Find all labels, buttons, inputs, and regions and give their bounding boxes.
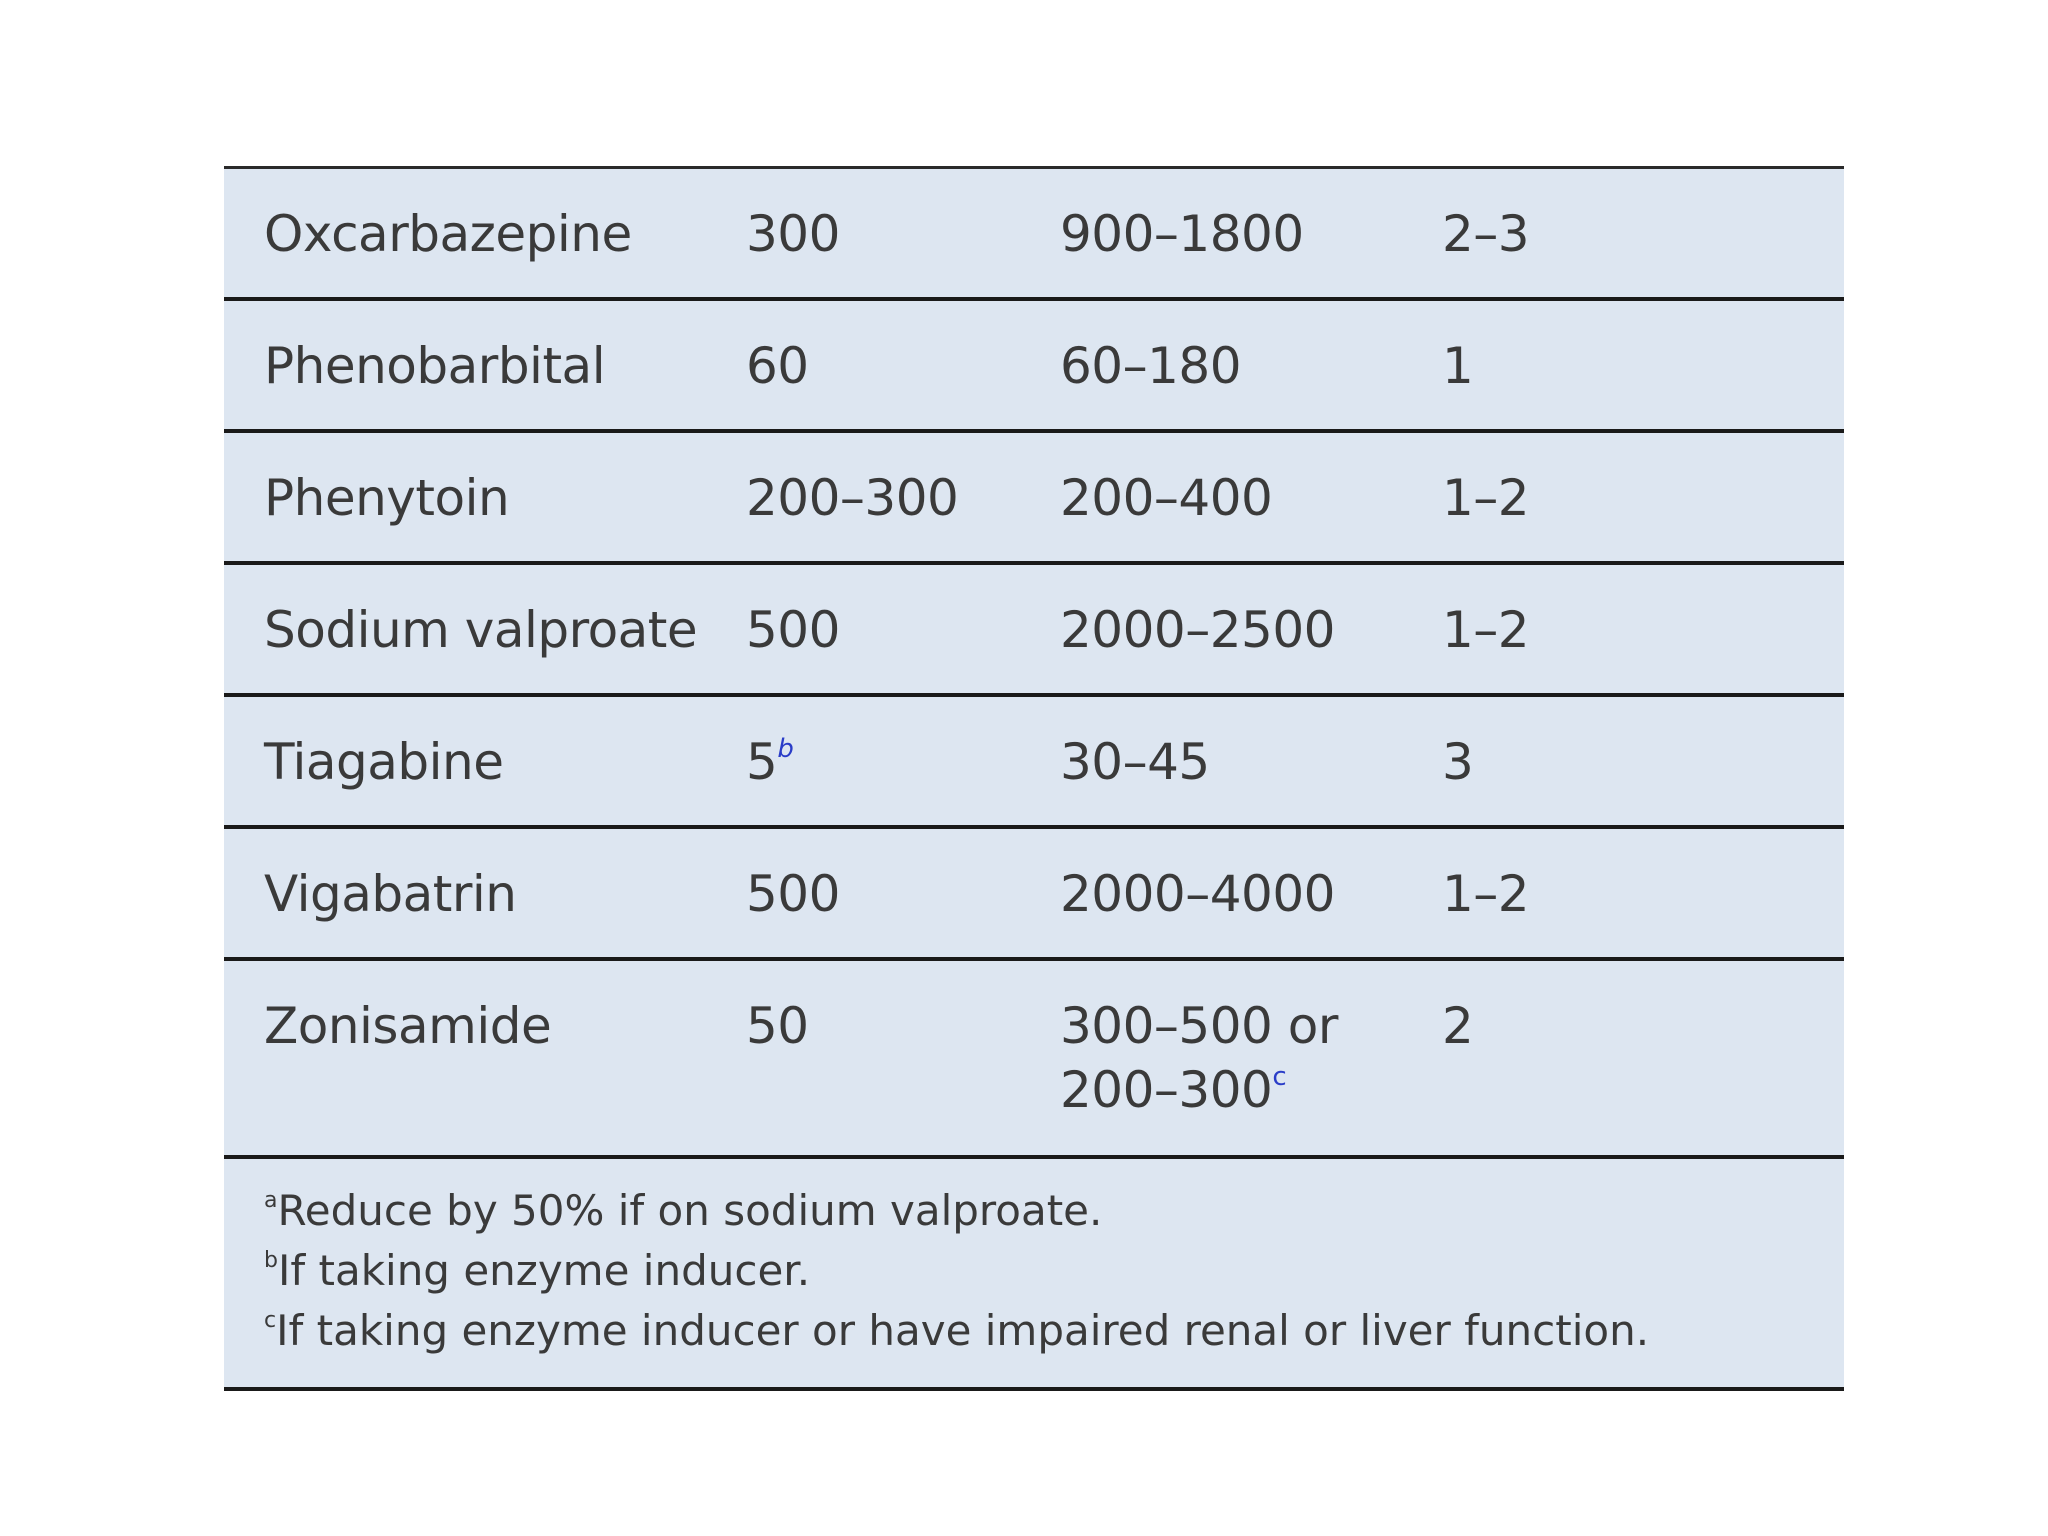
doses-per-day: 3 xyxy=(1442,733,1474,791)
starting-dose-cell xyxy=(746,730,793,794)
starting-dose: 200–300 xyxy=(746,469,959,527)
doses-per-day: 1–2 xyxy=(1442,601,1530,659)
table-row xyxy=(224,433,1844,565)
starting-dose: 50 xyxy=(746,997,809,1055)
table-row xyxy=(224,301,1844,433)
starting-dose: 300 xyxy=(746,205,840,263)
footnote-mark: c xyxy=(264,1308,277,1333)
maintenance-dose: 30–45 xyxy=(1060,733,1210,791)
doses-per-day: 1 xyxy=(1442,337,1474,395)
maintenance-dose: 200–400 xyxy=(1060,469,1273,527)
drug-name: Phenobarbital xyxy=(264,337,606,395)
footnote-mark: b xyxy=(264,1248,278,1273)
footnote-b-link[interactable]: b xyxy=(777,734,794,764)
footnote-c-link[interactable]: c xyxy=(1272,1062,1287,1092)
starting-dose: 500 xyxy=(746,601,840,659)
drug-name: Oxcarbazepine xyxy=(264,205,632,263)
maintenance-dose-alt: 200–300 xyxy=(1060,1061,1273,1119)
starting-dose: 5 xyxy=(746,733,778,791)
doses-per-day: 2–3 xyxy=(1442,205,1530,263)
footnote-text: Reduce by 50% if on sodium valproate. xyxy=(277,1186,1103,1235)
drug-name: Tiagabine xyxy=(264,733,504,791)
maintenance-dose: 2000–2500 xyxy=(1060,601,1335,659)
maintenance-dose: 300–500 or xyxy=(1060,997,1338,1055)
table-row xyxy=(224,961,1844,1159)
drug-name: Vigabatrin xyxy=(264,865,517,923)
table-footnotes xyxy=(224,1159,1844,1387)
footnote-text: If taking enzyme inducer or have impaired renal or liver function. xyxy=(276,1306,1650,1355)
drug-name: Zonisamide xyxy=(264,997,552,1055)
starting-dose: 60 xyxy=(746,337,809,395)
drug-dosage-table xyxy=(224,166,1844,1391)
maintenance-dose: 2000–4000 xyxy=(1060,865,1335,923)
drug-name: Phenytoin xyxy=(264,469,510,527)
maintenance-dose-cell xyxy=(1060,994,1338,1122)
maintenance-dose: 60–180 xyxy=(1060,337,1242,395)
footnote-text: If taking enzyme inducer. xyxy=(277,1246,811,1295)
starting-dose: 500 xyxy=(746,865,840,923)
footnote xyxy=(264,1301,1844,1361)
table-row xyxy=(224,565,1844,697)
table-row xyxy=(224,169,1844,301)
footnote-mark: a xyxy=(264,1188,278,1213)
doses-per-day: 1–2 xyxy=(1442,469,1530,527)
doses-per-day: 1–2 xyxy=(1442,865,1530,923)
footnote xyxy=(264,1181,1844,1241)
footnote xyxy=(264,1241,1844,1301)
drug-name: Sodium valproate xyxy=(264,601,698,659)
maintenance-dose: 900–1800 xyxy=(1060,205,1304,263)
table-row xyxy=(224,829,1844,961)
table-row xyxy=(224,697,1844,829)
doses-per-day: 2 xyxy=(1442,997,1474,1055)
